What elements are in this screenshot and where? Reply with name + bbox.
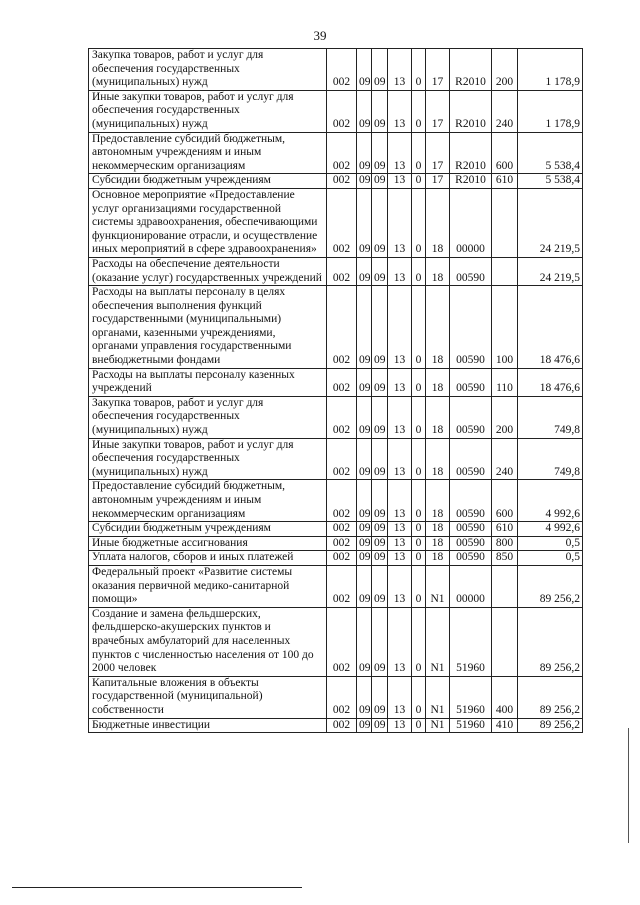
row-direction-code: 00590 — [450, 438, 492, 480]
row-section-code: 09 — [357, 551, 372, 566]
row-subsection-code: 09 — [372, 551, 388, 566]
row-ministry-code: 002 — [327, 607, 357, 676]
row-section-code: 09 — [357, 49, 372, 91]
row-name: Расходы на выплаты персоналу в целях обеспечения выполнения функций государственными (муниципальными) органами, казенными учреждениями, органами управления государственными внебюджетными фондами — [89, 286, 327, 369]
row-amount: 0,5 — [518, 551, 583, 566]
row-program-code: 13 — [388, 49, 412, 91]
row-expense-type-code: 610 — [492, 522, 518, 537]
row-section-code: 09 — [357, 676, 372, 718]
row-name: Расходы на обеспечение деятельности (оказание услуг) государственных учреждений — [89, 257, 327, 285]
table-row — [89, 676, 583, 718]
row-subprogram-code: 0 — [412, 438, 426, 480]
row-program-code: 13 — [388, 174, 412, 189]
row-subprogram-code: 0 — [412, 676, 426, 718]
row-expense-type-code: 850 — [492, 551, 518, 566]
table-row — [89, 90, 583, 132]
table-row — [89, 174, 583, 189]
row-direction-code: 00590 — [450, 286, 492, 369]
row-activity-code: 17 — [426, 132, 450, 174]
row-amount: 18 476,6 — [518, 286, 583, 369]
row-direction-code: R2010 — [450, 174, 492, 189]
table-row — [89, 368, 583, 396]
row-section-code: 09 — [357, 607, 372, 676]
row-direction-code: 00000 — [450, 188, 492, 257]
row-name: Капитальные вложения в объекты государственной (муниципальной) собственности — [89, 676, 327, 718]
row-subsection-code: 09 — [372, 480, 388, 522]
row-subprogram-code: 0 — [412, 607, 426, 676]
row-amount: 89 256,2 — [518, 718, 583, 733]
row-direction-code: 00590 — [450, 257, 492, 285]
table-row — [89, 718, 583, 733]
row-section-code: 09 — [357, 257, 372, 285]
row-name: Основное мероприятие «Предоставление услуг организациями государственной системы здравоохранения, обеспечивающими функционирование отрасли, и осуществление иных мероприятий в сфере здравоохранения» — [89, 188, 327, 257]
row-subsection-code: 09 — [372, 522, 388, 537]
row-name: Иные закупки товаров, работ и услуг для обеспечения государственных (муниципальных) нужд — [89, 438, 327, 480]
row-amount: 749,8 — [518, 396, 583, 438]
table-row — [89, 49, 583, 91]
row-name: Бюджетные инвестиции — [89, 718, 327, 733]
row-amount: 24 219,5 — [518, 257, 583, 285]
row-ministry-code: 002 — [327, 551, 357, 566]
row-subsection-code: 09 — [372, 188, 388, 257]
budget-table-body — [89, 49, 583, 733]
row-amount: 4 992,6 — [518, 480, 583, 522]
table-row — [89, 522, 583, 537]
row-program-code: 13 — [388, 188, 412, 257]
row-program-code: 13 — [388, 607, 412, 676]
table-row — [89, 257, 583, 285]
row-activity-code: N1 — [426, 565, 450, 607]
row-program-code: 13 — [388, 676, 412, 718]
row-activity-code: 18 — [426, 438, 450, 480]
row-section-code: 09 — [357, 368, 372, 396]
margin-line — [628, 728, 629, 843]
row-expense-type-code — [492, 257, 518, 285]
row-program-code: 13 — [388, 90, 412, 132]
row-activity-code: 18 — [426, 536, 450, 551]
row-amount: 1 178,9 — [518, 90, 583, 132]
row-program-code: 13 — [388, 396, 412, 438]
row-ministry-code: 002 — [327, 368, 357, 396]
row-name: Уплата налогов, сборов и иных платежей — [89, 551, 327, 566]
table-row — [89, 551, 583, 566]
row-direction-code: R2010 — [450, 132, 492, 174]
row-activity-code: 18 — [426, 480, 450, 522]
row-subsection-code: 09 — [372, 90, 388, 132]
row-section-code: 09 — [357, 286, 372, 369]
row-amount: 5 538,4 — [518, 174, 583, 189]
row-amount: 1 178,9 — [518, 49, 583, 91]
table-row — [89, 607, 583, 676]
row-program-code: 13 — [388, 551, 412, 566]
row-activity-code: 18 — [426, 368, 450, 396]
row-direction-code: 00590 — [450, 396, 492, 438]
row-direction-code: 51960 — [450, 676, 492, 718]
row-program-code: 13 — [388, 368, 412, 396]
row-activity-code: 18 — [426, 551, 450, 566]
row-name: Предоставление субсидий бюджетным, автономным учреждениям и иным некоммерческим организациям — [89, 132, 327, 174]
table-row — [89, 286, 583, 369]
row-ministry-code: 002 — [327, 480, 357, 522]
row-ministry-code: 002 — [327, 396, 357, 438]
row-name: Федеральный проект «Развитие системы оказания первичной медико-санитарной помощи» — [89, 565, 327, 607]
row-amount: 0,5 — [518, 536, 583, 551]
row-expense-type-code — [492, 188, 518, 257]
row-activity-code: N1 — [426, 718, 450, 733]
row-direction-code: 00590 — [450, 536, 492, 551]
row-amount: 89 256,2 — [518, 676, 583, 718]
row-subsection-code: 09 — [372, 676, 388, 718]
row-activity-code: N1 — [426, 607, 450, 676]
row-name: Создание и замена фельдшерских, фельдшерско-акушерских пунктов и врачебных амбулаторий для населенных пунктов с численностью населения от 100 до 2000 человек — [89, 607, 327, 676]
row-expense-type-code: 600 — [492, 132, 518, 174]
row-ministry-code: 002 — [327, 257, 357, 285]
row-direction-code: 00590 — [450, 368, 492, 396]
row-section-code: 09 — [357, 132, 372, 174]
row-direction-code: 51960 — [450, 718, 492, 733]
row-subprogram-code: 0 — [412, 551, 426, 566]
row-subprogram-code: 0 — [412, 132, 426, 174]
table-row — [89, 396, 583, 438]
row-ministry-code: 002 — [327, 536, 357, 551]
table-row — [89, 565, 583, 607]
row-subprogram-code: 0 — [412, 368, 426, 396]
row-activity-code: 18 — [426, 286, 450, 369]
row-expense-type-code: 600 — [492, 480, 518, 522]
row-subsection-code: 09 — [372, 132, 388, 174]
row-program-code: 13 — [388, 522, 412, 537]
table-row — [89, 480, 583, 522]
row-activity-code: 17 — [426, 174, 450, 189]
row-subsection-code: 09 — [372, 396, 388, 438]
row-expense-type-code: 400 — [492, 676, 518, 718]
row-amount: 5 538,4 — [518, 132, 583, 174]
row-amount: 18 476,6 — [518, 368, 583, 396]
row-ministry-code: 002 — [327, 718, 357, 733]
row-ministry-code: 002 — [327, 132, 357, 174]
row-section-code: 09 — [357, 90, 372, 132]
row-amount: 89 256,2 — [518, 607, 583, 676]
row-section-code: 09 — [357, 188, 372, 257]
row-ministry-code: 002 — [327, 438, 357, 480]
row-expense-type-code: 100 — [492, 286, 518, 369]
row-ministry-code: 002 — [327, 90, 357, 132]
row-expense-type-code: 110 — [492, 368, 518, 396]
row-name: Иные закупки товаров, работ и услуг для обеспечения государственных (муниципальных) нужд — [89, 90, 327, 132]
row-activity-code: N1 — [426, 676, 450, 718]
bottom-rule — [12, 887, 302, 888]
row-subprogram-code: 0 — [412, 90, 426, 132]
row-program-code: 13 — [388, 438, 412, 480]
row-expense-type-code: 240 — [492, 438, 518, 480]
row-expense-type-code: 610 — [492, 174, 518, 189]
row-activity-code: 17 — [426, 49, 450, 91]
row-section-code: 09 — [357, 718, 372, 733]
row-section-code: 09 — [357, 565, 372, 607]
row-ministry-code: 002 — [327, 522, 357, 537]
row-section-code: 09 — [357, 480, 372, 522]
row-subsection-code: 09 — [372, 565, 388, 607]
row-direction-code: 00000 — [450, 565, 492, 607]
table-row — [89, 536, 583, 551]
row-subprogram-code: 0 — [412, 49, 426, 91]
row-subsection-code: 09 — [372, 607, 388, 676]
row-expense-type-code: 200 — [492, 49, 518, 91]
row-subsection-code: 09 — [372, 718, 388, 733]
row-activity-code: 18 — [426, 396, 450, 438]
row-program-code: 13 — [388, 286, 412, 369]
row-subprogram-code: 0 — [412, 565, 426, 607]
row-activity-code: 18 — [426, 188, 450, 257]
row-subprogram-code: 0 — [412, 188, 426, 257]
row-amount: 89 256,2 — [518, 565, 583, 607]
row-program-code: 13 — [388, 480, 412, 522]
row-activity-code: 18 — [426, 522, 450, 537]
row-section-code: 09 — [357, 522, 372, 537]
row-name: Субсидии бюджетным учреждениям — [89, 174, 327, 189]
row-expense-type-code — [492, 565, 518, 607]
row-subprogram-code: 0 — [412, 396, 426, 438]
row-subsection-code: 09 — [372, 536, 388, 551]
row-section-code: 09 — [357, 174, 372, 189]
row-program-code: 13 — [388, 718, 412, 733]
row-program-code: 13 — [388, 565, 412, 607]
row-section-code: 09 — [357, 536, 372, 551]
row-subsection-code: 09 — [372, 286, 388, 369]
row-expense-type-code: 410 — [492, 718, 518, 733]
row-name: Субсидии бюджетным учреждениям — [89, 522, 327, 537]
row-expense-type-code: 200 — [492, 396, 518, 438]
row-program-code: 13 — [388, 132, 412, 174]
row-subprogram-code: 0 — [412, 718, 426, 733]
row-subprogram-code: 0 — [412, 286, 426, 369]
row-program-code: 13 — [388, 257, 412, 285]
row-ministry-code: 002 — [327, 565, 357, 607]
row-section-code: 09 — [357, 438, 372, 480]
page-number: 39 — [313, 28, 327, 43]
row-subprogram-code: 0 — [412, 480, 426, 522]
row-activity-code: 17 — [426, 90, 450, 132]
row-activity-code: 18 — [426, 257, 450, 285]
row-direction-code: 00590 — [450, 522, 492, 537]
row-ministry-code: 002 — [327, 188, 357, 257]
row-subsection-code: 09 — [372, 174, 388, 189]
row-amount: 24 219,5 — [518, 188, 583, 257]
row-direction-code: R2010 — [450, 49, 492, 91]
row-expense-type-code — [492, 607, 518, 676]
row-subsection-code: 09 — [372, 257, 388, 285]
row-name: Предоставление субсидий бюджетным, автономным учреждениям и иным некоммерческим организациям — [89, 480, 327, 522]
table-row — [89, 132, 583, 174]
budget-table — [88, 48, 583, 733]
row-subprogram-code: 0 — [412, 522, 426, 537]
row-ministry-code: 002 — [327, 174, 357, 189]
row-ministry-code: 002 — [327, 49, 357, 91]
row-name: Закупка товаров, работ и услуг для обеспечения государственных (муниципальных) нужд — [89, 49, 327, 91]
row-direction-code: 51960 — [450, 607, 492, 676]
row-direction-code: R2010 — [450, 90, 492, 132]
row-subprogram-code: 0 — [412, 174, 426, 189]
row-expense-type-code: 240 — [492, 90, 518, 132]
row-subprogram-code: 0 — [412, 536, 426, 551]
row-subsection-code: 09 — [372, 368, 388, 396]
row-name: Закупка товаров, работ и услуг для обеспечения государственных (муниципальных) нужд — [89, 396, 327, 438]
row-subsection-code: 09 — [372, 438, 388, 480]
row-direction-code: 00590 — [450, 480, 492, 522]
row-amount: 4 992,6 — [518, 522, 583, 537]
table-row — [89, 188, 583, 257]
row-program-code: 13 — [388, 536, 412, 551]
row-section-code: 09 — [357, 396, 372, 438]
table-row — [89, 438, 583, 480]
row-subsection-code: 09 — [372, 49, 388, 91]
row-expense-type-code: 800 — [492, 536, 518, 551]
row-ministry-code: 002 — [327, 286, 357, 369]
row-subprogram-code: 0 — [412, 257, 426, 285]
row-direction-code: 00590 — [450, 551, 492, 566]
row-ministry-code: 002 — [327, 676, 357, 718]
row-amount: 749,8 — [518, 438, 583, 480]
row-name: Иные бюджетные ассигнования — [89, 536, 327, 551]
row-name: Расходы на выплаты персоналу казенных учреждений — [89, 368, 327, 396]
